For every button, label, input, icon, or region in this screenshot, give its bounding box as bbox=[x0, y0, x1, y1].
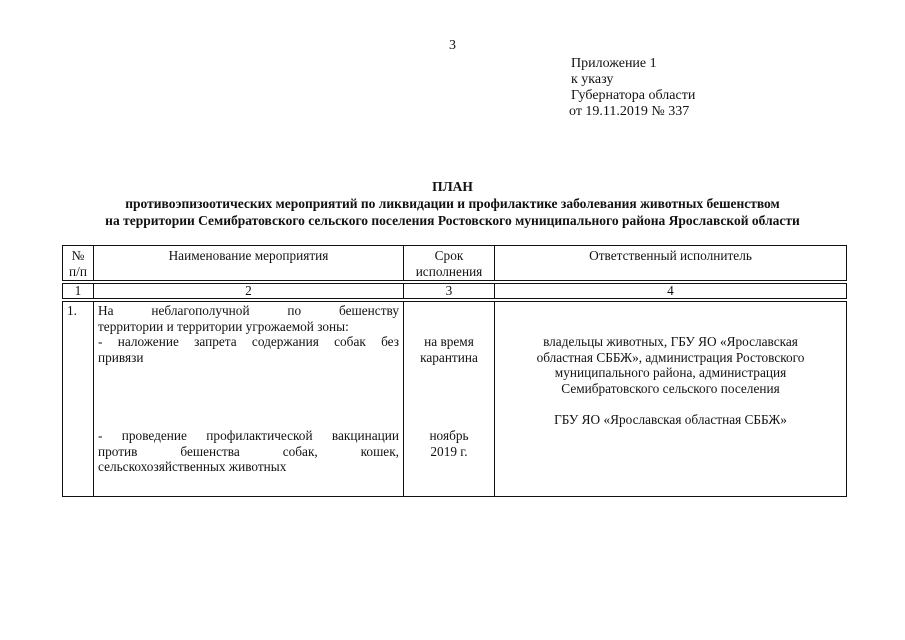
header-name: Наименование мероприятия bbox=[94, 246, 404, 281]
term-vaccination: ноябрь bbox=[429, 428, 469, 443]
header-number-line: № bbox=[71, 248, 85, 263]
header-number bbox=[63, 246, 94, 281]
appendix-header bbox=[571, 56, 695, 120]
appendix-line: к указу bbox=[571, 72, 614, 87]
plan-title-subject: противоэпизоотических мероприятий по ликвидации и профилактике заболевания животных бешенством bbox=[125, 196, 780, 211]
measure-item-leash-ban: - наложение запрета содержания собак без bbox=[98, 334, 399, 349]
executor-leash-ban: владельцы животных, ГБУ ЯО «Ярославская bbox=[543, 334, 798, 349]
header-number-line: п/п bbox=[69, 263, 87, 279]
plan-title bbox=[0, 178, 905, 229]
table-row bbox=[63, 302, 847, 497]
appendix-line: Губернатора области bbox=[571, 88, 696, 103]
column-number-row bbox=[63, 284, 847, 299]
column-number: 4 bbox=[495, 284, 847, 299]
executor-vaccination: ГБУ ЯО «Ярославская областная СББЖ» bbox=[554, 412, 787, 427]
measure-item-vaccination: сельскохозяйственных животных bbox=[98, 459, 287, 474]
measure-item-leash-ban: привязи bbox=[98, 349, 144, 365]
page-number: 3 bbox=[449, 38, 456, 53]
appendix-decree-date: от 19.11.2019 № 337 bbox=[569, 104, 690, 119]
measure-term bbox=[404, 302, 495, 497]
executor-leash-ban: областная СББЖ», администрация Ростовского bbox=[536, 349, 805, 365]
term-vaccination: 2019 г. bbox=[430, 443, 468, 459]
row-number: 1. bbox=[63, 302, 94, 497]
column-number: 1 bbox=[63, 284, 94, 299]
measure-item-vaccination: - проведение профилактической вакцинации bbox=[98, 428, 399, 443]
header-term-line: исполнения bbox=[415, 263, 483, 279]
measure-executor bbox=[495, 302, 847, 497]
column-number: 3 bbox=[404, 284, 495, 299]
executor-leash-ban: Семибратовского сельского поселения bbox=[561, 380, 780, 396]
appendix-line: Приложение 1 bbox=[571, 56, 657, 71]
header-term bbox=[404, 246, 495, 281]
measure-item-vaccination: против бешенства собак, кошек, bbox=[98, 443, 399, 459]
plan-title-heading: ПЛАН bbox=[432, 179, 473, 194]
table-header-row bbox=[63, 246, 847, 281]
executor-leash-ban: муниципального района, администрация bbox=[554, 365, 787, 380]
plan-title-territory: на территории Семибратовского сельского поселения Ростовского муниципального района Ярославской области bbox=[105, 213, 800, 228]
header-executor: Ответственный исполнитель bbox=[495, 246, 847, 281]
measure-intro: территории и территории угрожаемой зоны: bbox=[98, 318, 349, 334]
measure-description bbox=[94, 302, 404, 497]
term-quarantine: на время bbox=[424, 334, 474, 349]
plan-table bbox=[62, 245, 847, 497]
measure-intro: На неблагополучной по бешенству bbox=[98, 303, 399, 318]
column-number: 2 bbox=[94, 284, 404, 299]
term-quarantine: карантина bbox=[420, 349, 478, 365]
header-term-line: Срок bbox=[434, 248, 464, 263]
